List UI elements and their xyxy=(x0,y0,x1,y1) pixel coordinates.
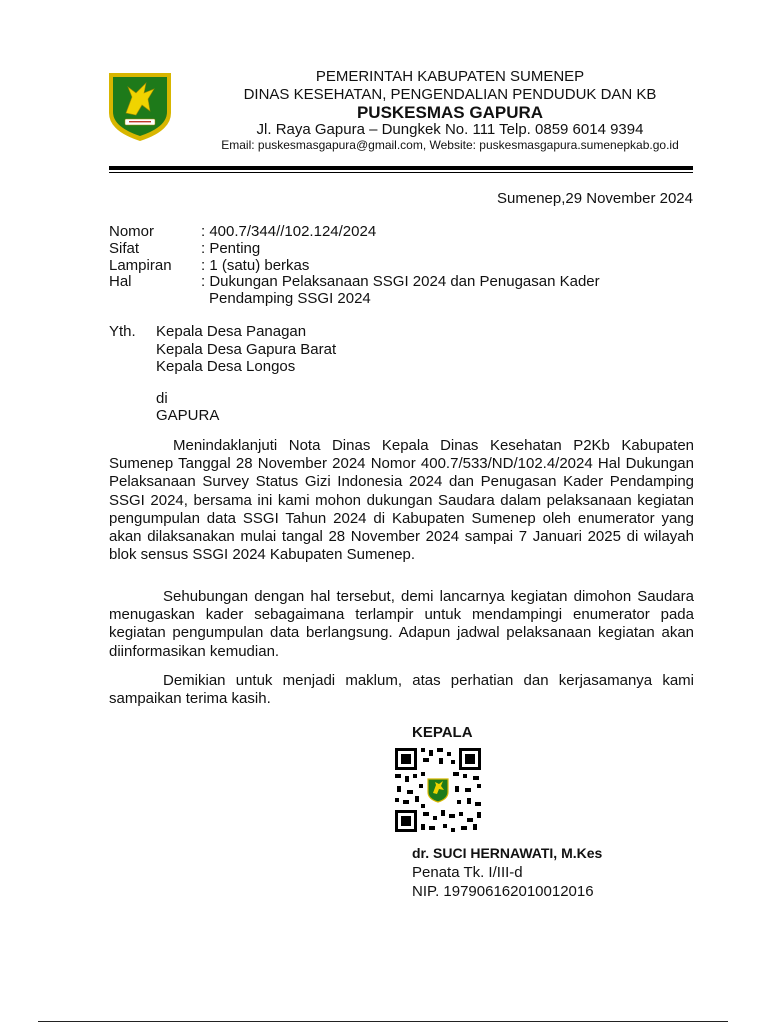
letterhead-divider-thin xyxy=(109,172,693,173)
letterhead-institution: PUSKESMAS GAPURA xyxy=(356,103,544,122)
letter-date: Sumenep,29 November 2024 xyxy=(497,190,693,207)
signature-title: KEPALA xyxy=(412,724,473,741)
page-bottom-divider xyxy=(38,1021,728,1022)
recipient-place: GAPURA xyxy=(156,407,220,424)
meta-nomor-label: Nomor xyxy=(109,223,155,240)
letterhead-department: DINAS KESEHATAN, PENGENDALIAN PENDUDUK DAN KB xyxy=(243,86,657,103)
recipient-line: Kepala Desa Longos xyxy=(156,358,296,375)
meta-hal-value-line2: Pendamping SSGI 2024 xyxy=(209,290,371,307)
meta-hal-label: Hal xyxy=(109,273,132,290)
recipient-line: Kepala Desa Gapura Barat xyxy=(156,341,337,358)
letterhead-government: PEMERINTAH KABUPATEN SUMENEP xyxy=(315,68,585,85)
meta-hal-value: : Dukungan Pelaksanaan SSGI 2024 dan Penugasan Kader xyxy=(201,273,600,290)
signatory-name: dr. SUCI HERNAWATI, M.Kes xyxy=(412,845,603,861)
signatory-rank: Penata Tk. I/III-d xyxy=(412,864,523,881)
meta-lampiran-label: Lampiran xyxy=(109,257,172,274)
recipient-line: Kepala Desa Panagan xyxy=(156,323,307,340)
recipient-di: di xyxy=(156,390,168,407)
qr-code-icon xyxy=(393,746,483,834)
signatory-nip: NIP. 197906162010012016 xyxy=(412,883,594,900)
body-paragraph-1: Menindaklanjuti Nota Dinas Kepala Dinas Kesehatan P2Kb Kabupaten Sumenep Tanggal 28 November 2024 Nomor 400.7/533/ND/102.4/2024 Hal Dukungan Pelaksanaan Survey Status Gizi Indonesia 2024 dan Penugasan Kader Pendamping SSGI 2024, bersama ini kami mohon dukungan Saudara dalam pelaksanaan kegiatan pengumpulan data SSGI Tahun 2024 di Kabupaten Sumenep oleh enumerator yang akan dilaksanakan mulai tangal 28 November 2024 sampai 7 Januari 2025 di wilayah blok sensus SSGI 2024 Kabupaten Sumenep. xyxy=(109,437,694,564)
letterhead-divider-thick xyxy=(109,166,693,170)
letterhead-contact: Email: puskesmasgapura@gmail.com, Website: puskesmasgapura.sumenepkab.go.id xyxy=(221,138,679,152)
body-paragraph-2: Sehubungan dengan hal tersebut, demi lancarnya kegiatan dimohon Saudara menugaskan kader sebagaimana terlampir untuk mendampingi enumerator pada kegiatan pengumpulan data berlangsung. Adapun jadwal pelaksanaan kegiatan akan diinformasikan kemudian. xyxy=(109,588,694,660)
recipient-yth: Yth. xyxy=(109,323,136,340)
letterhead-address: Jl. Raya Gapura – Dungkek No. 111 Telp. 0859 6014 9394 xyxy=(256,121,644,138)
meta-lampiran-value: : 1 (satu) berkas xyxy=(201,257,310,274)
meta-sifat-value: : Penting xyxy=(201,240,261,257)
regency-emblem-icon xyxy=(106,69,174,143)
meta-sifat-label: Sifat xyxy=(109,240,140,257)
meta-nomor-value: : 400.7/344//102.124/2024 xyxy=(201,223,377,240)
body-paragraph-3: Demikian untuk menjadi maklum, atas perhatian dan kerjasamanya kami sampaikan terima kasih. xyxy=(109,672,694,708)
